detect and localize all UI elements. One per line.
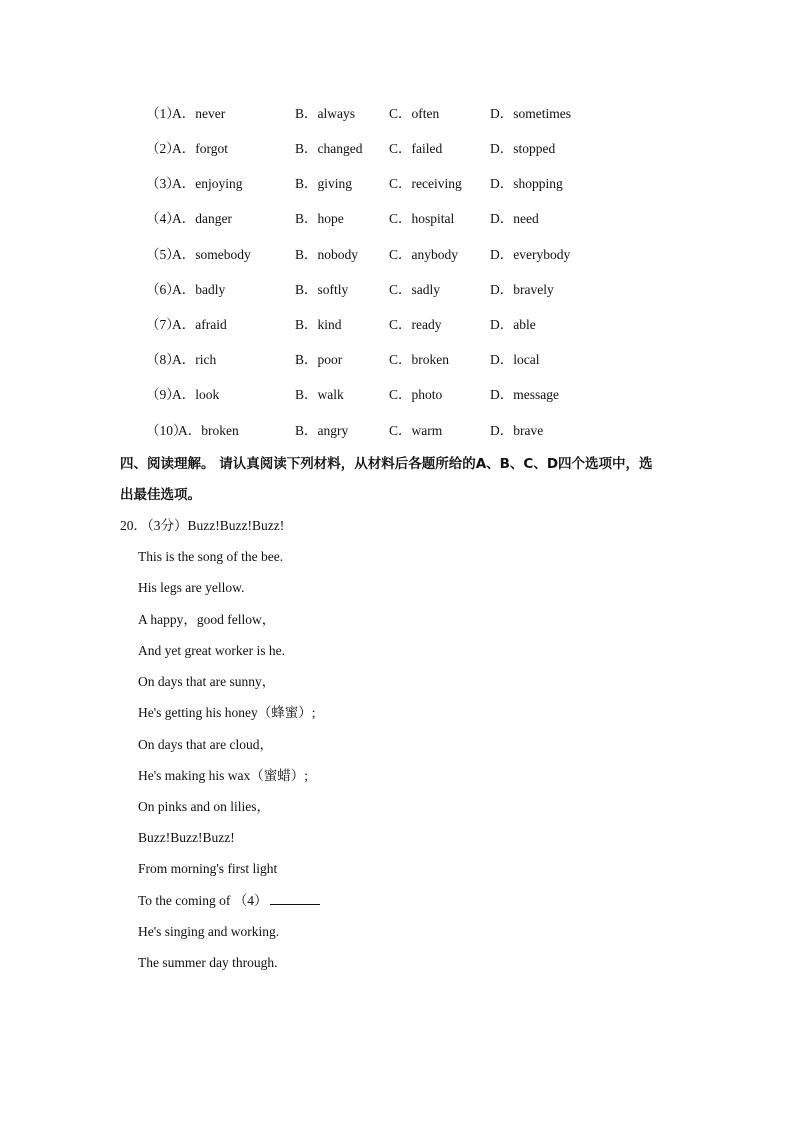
- question-header: 20．（3分）Buzz!Buzz!Buzz!: [120, 518, 285, 533]
- option-a: A．look: [172, 387, 220, 402]
- section-heading: [120, 449, 680, 511]
- poem-line-text: To the coming of （4）: [138, 893, 268, 908]
- option-c: C．warm: [389, 423, 443, 438]
- option-d: D．local: [490, 352, 540, 367]
- option-b: B．changed: [295, 141, 363, 156]
- option-b: B．hope: [295, 211, 344, 226]
- option-c: C．ready: [389, 317, 442, 332]
- option-b: B．softly: [295, 282, 349, 297]
- poem-line: On pinks and on lilies，: [138, 799, 270, 814]
- option-c: C．broken: [389, 352, 449, 367]
- option-a: A．enjoying: [172, 176, 243, 191]
- poem-line: He's singing and working.: [138, 924, 280, 939]
- section-heading-line: 四、阅读理解。 请认真阅读下列材料，从材料后各题所给的A、B、C、D四个选项中，选: [120, 456, 653, 472]
- option-a: A．forgot: [172, 141, 228, 156]
- option-b: B．giving: [295, 176, 353, 191]
- option-d: D．shopping: [490, 176, 563, 191]
- poem-line: On days that are cloud，: [138, 737, 273, 752]
- option-c: C．often: [389, 106, 440, 121]
- poem-line: His legs are yellow.: [138, 580, 245, 595]
- option-a: A．rich: [172, 352, 217, 367]
- poem-line: From morning's first light: [138, 861, 278, 876]
- section-heading-line: 出最佳选项。: [120, 487, 201, 503]
- option-number: （6）: [146, 282, 180, 297]
- option-b: B．walk: [295, 387, 344, 402]
- option-number: （4）: [146, 211, 180, 226]
- option-c: C．photo: [389, 387, 443, 402]
- option-c: C．anybody: [389, 247, 458, 262]
- option-b: B．angry: [295, 423, 349, 438]
- option-c: C．receiving: [389, 176, 462, 191]
- poem-line: He's getting his honey（蜂蜜）;: [138, 705, 316, 720]
- option-d: D．everybody: [490, 247, 571, 262]
- option-d: D．sometimes: [490, 106, 571, 121]
- option-d: D．bravely: [490, 282, 554, 297]
- option-c: C．hospital: [389, 211, 455, 226]
- option-a: A．never: [172, 106, 226, 121]
- option-c: C．failed: [389, 141, 443, 156]
- poem-line: He's making his wax（蜜蜡）;: [138, 768, 309, 783]
- option-b: B．nobody: [295, 247, 359, 262]
- option-b: B．always: [295, 106, 355, 121]
- poem-line: This is the song of the bee.: [138, 549, 284, 564]
- option-d: D．need: [490, 211, 539, 226]
- poem-line: On days that are sunny，: [138, 674, 276, 689]
- option-b: B．poor: [295, 352, 343, 367]
- option-number: （2）: [146, 141, 180, 156]
- poem-line-with-blank: [138, 891, 320, 911]
- option-a: A．broken: [178, 423, 239, 438]
- option-number: （3）: [146, 176, 180, 191]
- option-number: （10）: [146, 423, 187, 438]
- option-a: A．afraid: [172, 317, 227, 332]
- poem-line: And yet great worker is he.: [138, 643, 285, 658]
- option-number: （8）: [146, 352, 180, 367]
- option-number: （5）: [146, 247, 180, 262]
- option-number: （7）: [146, 317, 180, 332]
- answer-blank[interactable]: [270, 892, 320, 905]
- poem-line: The summer day through.: [138, 955, 278, 970]
- option-d: D．stopped: [490, 141, 556, 156]
- option-a: A．badly: [172, 282, 226, 297]
- option-b: B．kind: [295, 317, 342, 332]
- option-number: （1）: [146, 106, 180, 121]
- option-d: D．message: [490, 387, 559, 402]
- option-d: D．able: [490, 317, 536, 332]
- option-a: A．somebody: [172, 247, 251, 262]
- poem-line: A happy，good fellow，: [138, 612, 276, 627]
- option-a: A．danger: [172, 211, 232, 226]
- poem-line: Buzz!Buzz!Buzz!: [138, 830, 235, 845]
- option-c: C．sadly: [389, 282, 441, 297]
- option-number: （9）: [146, 387, 180, 402]
- option-d: D．brave: [490, 423, 544, 438]
